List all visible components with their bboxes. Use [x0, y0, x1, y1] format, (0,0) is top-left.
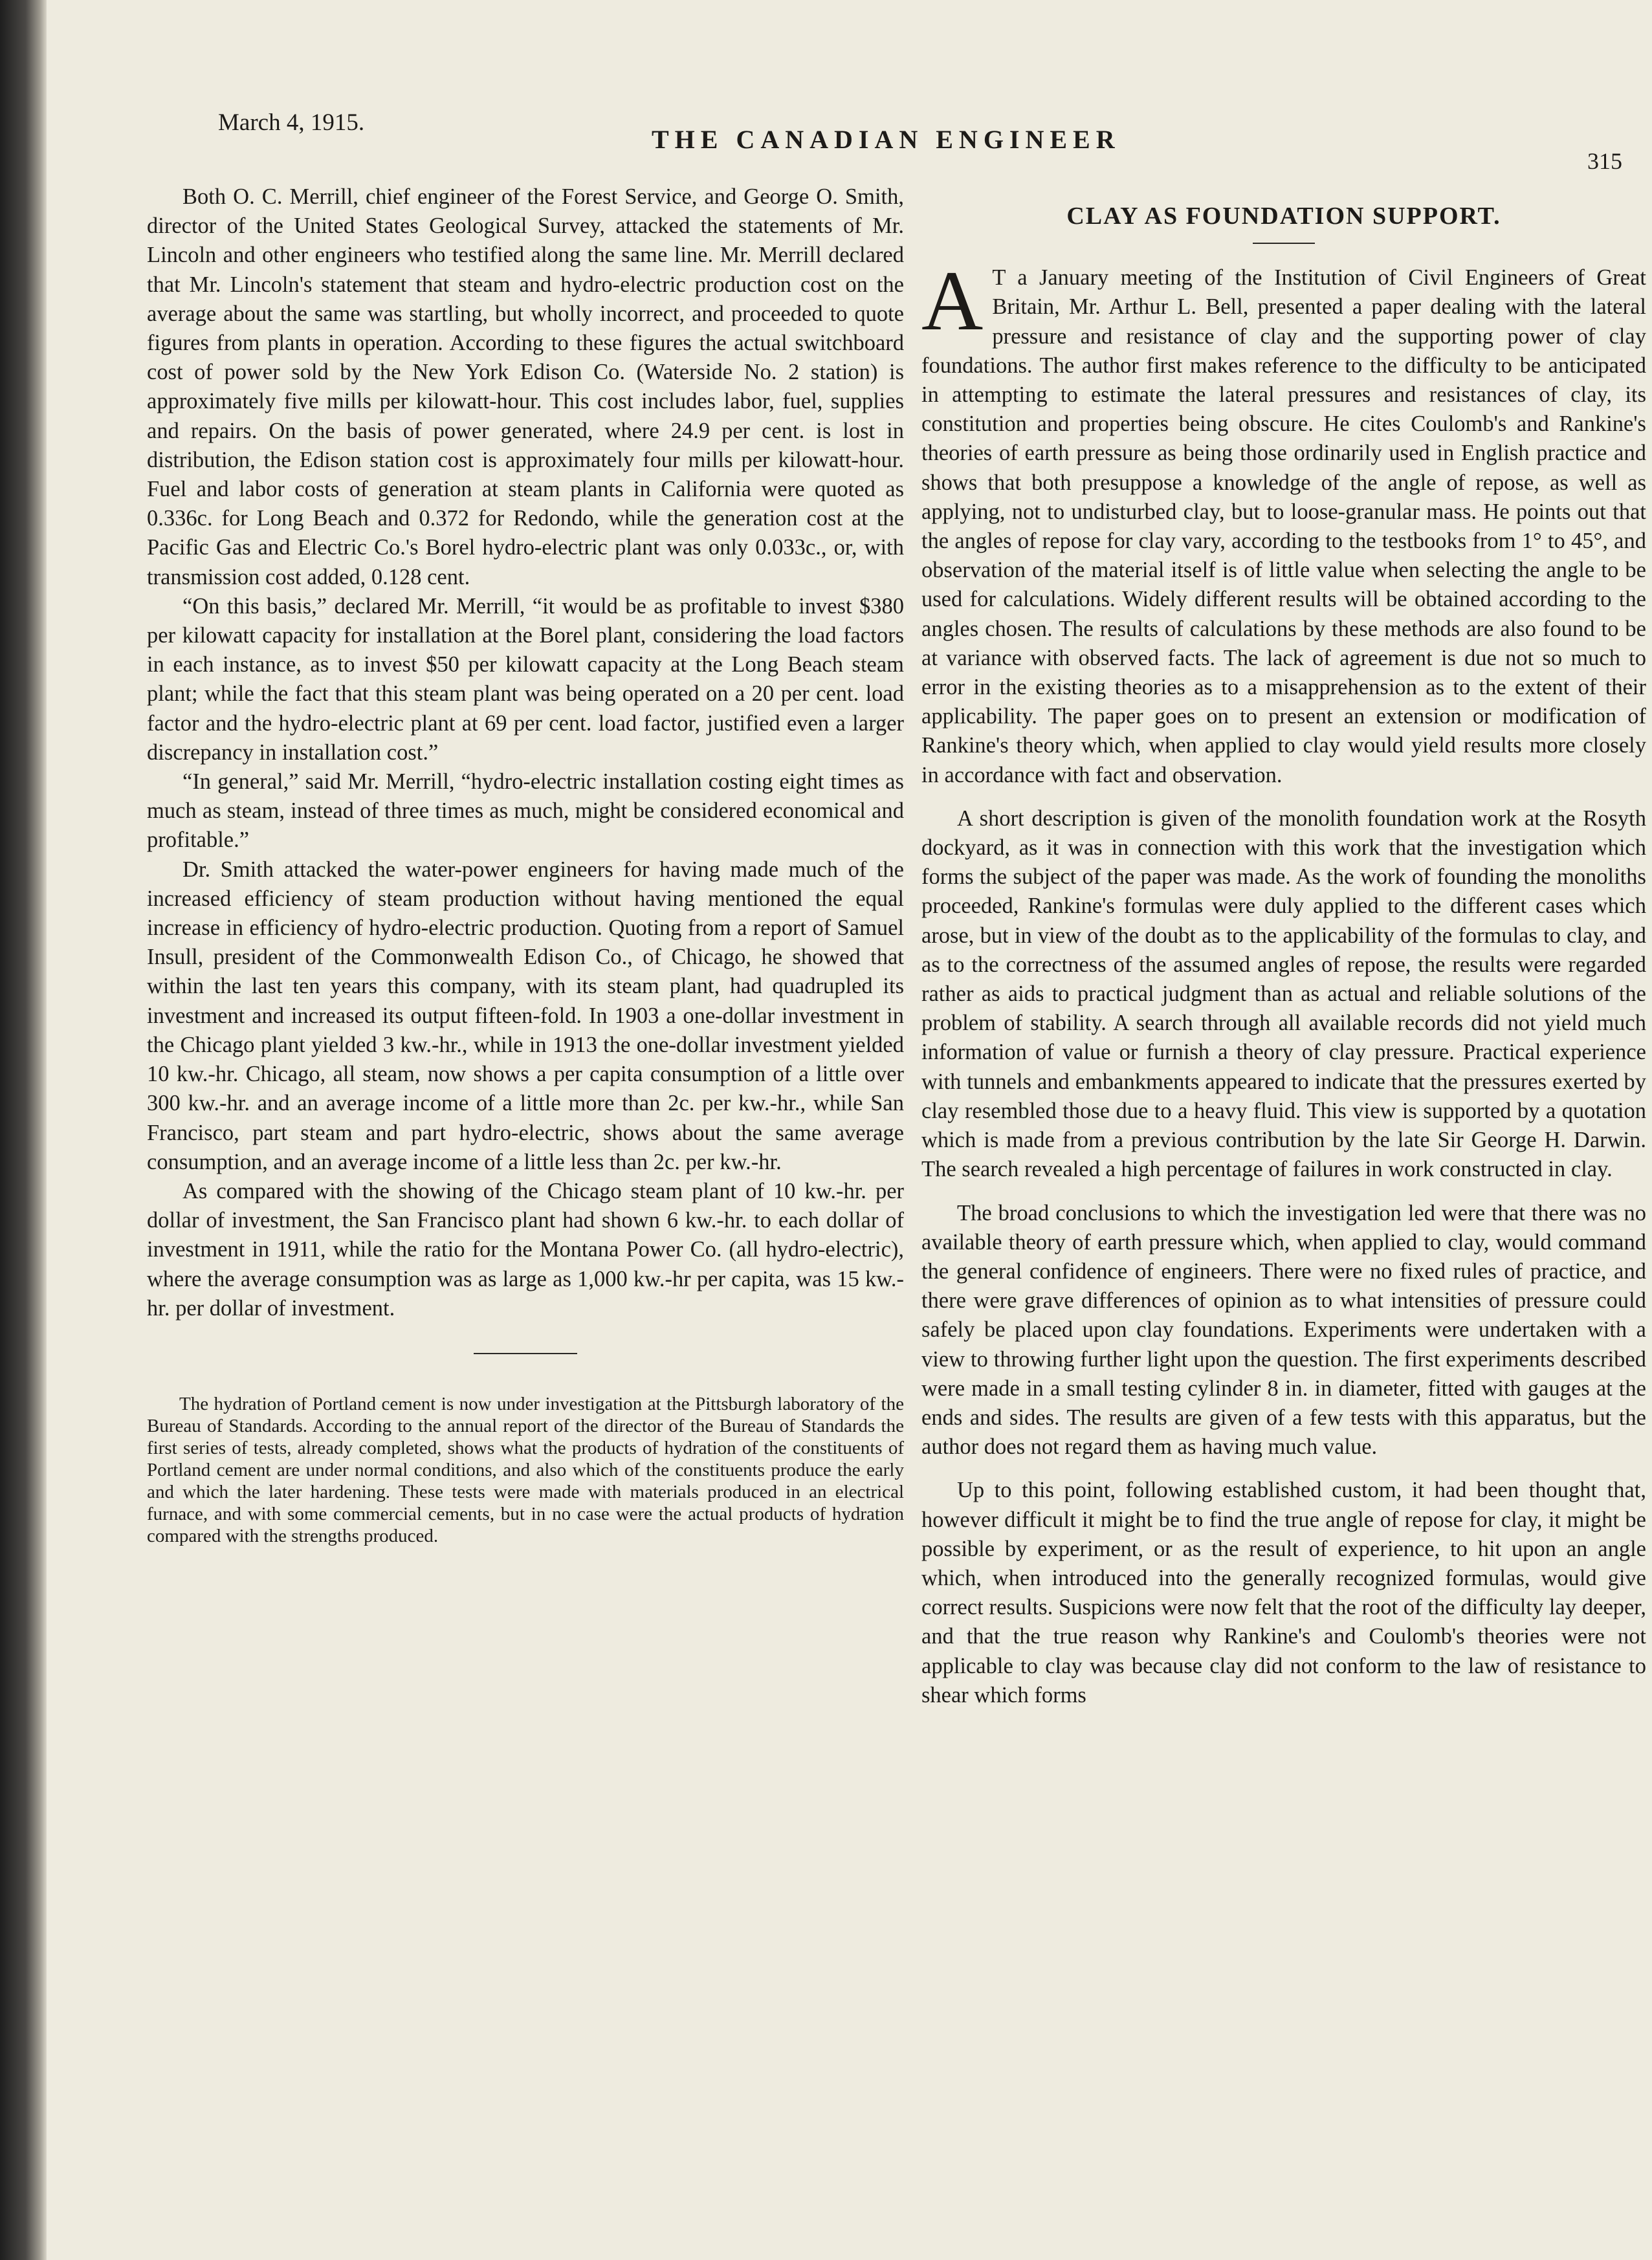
lead-paragraph: [921, 253, 1646, 790]
paragraph: The broad conclusions to which the investigation led were that there was no available theory of earth pressure which, when applied to clay, would command the general confidence of engineers. There were no fixed rules of practice, and there were grave differences of opinion as to what intensities of pressure could safely be placed upon clay foundations. Experiments were undertaken with a view to throwing further light upon the question. The first experiments described were made in a small testing cylinder 8 in. in diameter, fitted with gauges at the ends and sides. The results are given of a few tests with this apparatus, but the author does not regard them as having much value.: [921, 1200, 1646, 1460]
page-number: 315: [1587, 148, 1622, 174]
cement-hydration-note: [147, 1393, 904, 1547]
lead-paragraph-text: T a January meeting of the Institution of Civil Engineers of Great Britain, Mr. Arthur L. Bell, presented a paper dealing with the lateral pressure and resistance of clay and the supporting power of clay foundations. The author first makes reference to the difficulty to be anticipated in attempting to estimate the lateral pressures and resistances of clay, its constitution and properties being obscure. He cites Coulomb's and Rankine's theories of earth pressure as being those ordinarily used in English practice and shows that both presuppose a knowledge of the angle of repose, as well as applying, not to undisturbed clay, but to loose-granular mass. He points out that the angles of repose for clay vary, according to the testbooks from 1° to 45°, and observation of the material itself is of little value when selecting the angle to be used for calculations. Widely different results will be obtained according to the angles chosen. The results of calculations by these methods are also found to be at variance with observed facts. The lack of agreement is due not so much to error in the existing theories as to a misapprehension as to the extent of their applicability. The paper goes on to present an extension or modification of Rankine's theory which, when applied to clay would yield results more closely in accordance with fact and observation.: [921, 265, 1646, 787]
paragraph-gap: [921, 790, 1646, 804]
paragraph: Both O. C. Merrill, chief engineer of the Forest Service, and George O. Smith, director of the United States Geological Survey, attacked the statements of Mr. Lincoln and other engineers who testified along the same line. Mr. Merrill declared that Mr. Lincoln's statement that steam and hydro-electric production cost on the average about the same was startling, but wholly incorrect, and proceeded to quote figures from plants in operation. According to these figures the actual switchboard cost of power sold by the New York Edison Co. (Waterside No. 2 station) is approximately five mills per kilowatt-hour. This cost includes labor, fuel, supplies and repairs. On the basis of power generated, where 24.9 per cent. is lost in distribution, the Edison station cost is approximately four mills per kilowatt-hour. Fuel and labor costs of generation at steam plants in California were quoted as 0.336c. for Long Beach and 0.372 for Redondo, while the generation cost at the Pacific Gas and Electric Co.'s Borel hydro-electric plant was only 0.033c., or, with transmission cost added, 0.128 cent.: [147, 184, 904, 589]
paragraph: Dr. Smith attacked the water-power engineers for having made much of the increased efficiency of steam production without having mentioned the equal increase in efficiency of hydro-electric production. Quoting from a report of Samuel Insull, president of the Commonwealth Edison Co., of Chicago, he showed that within the last ten years this company, with its steam plant, had quadrupled its investment and increased its output fifteen-fold. In 1903 a one-dollar investment in the Chicago plant yielded 3 kw.-hr., while in 1913 the one-dollar investment yielded 10 kw.-hr. Chicago, all steam, now shows a per capita consumption of a little over 300 kw.-hr. and an average income of a little more than 2c. per kw.-hr., while San Francisco, part steam and part hydro-electric, shows about the same average consumption, and an average income of a little less than 2c. per kw.-hr.: [147, 857, 904, 1174]
journal-title: THE CANADIAN ENGINEER: [652, 125, 1121, 154]
paragraph: “In general,” said Mr. Merrill, “hydro-electric installation costing eight times as much as steam, instead of three times as much, might be considered economical and profitable.”: [147, 769, 904, 853]
section-divider: [474, 1353, 577, 1354]
paragraph: Up to this point, following established custom, it had been thought that, however difficult it might be to find the true angle of repose for clay, it might be possible by experiment, or as the result of experience, to hit upon an angle which, when introduced into the generally recognized formulas, would give correct results. Suspicions were now felt that the root of the difficulty lay deeper, and that the true reason why Rankine's and Coulomb's theories were not applicable to clay was because clay did not conform to the law of resistance to shear which forms: [921, 1478, 1646, 1707]
paragraph-gap: [921, 1185, 1646, 1199]
title-rule: [1253, 243, 1315, 244]
article-title: CLAY AS FOUNDATION SUPPORT.: [1066, 203, 1501, 230]
paragraph-gap: [921, 1462, 1646, 1476]
issue-date: March 4, 1915.: [218, 109, 365, 136]
note-paragraph: The hydration of Portland cement is now under investigation at the Pittsburgh laboratory of the Bureau of Standards. According to the annual report of the director of the Bureau of Standards the first series of tests, already completed, shows what the products of hydration of the constituents of Portland cement are under normal conditions, and also which of the constituents produce the early and which the later hardening. These tests were made with materials produced in an electrical furnace, and with some commercial cements, but in no case were the actual products of hydration compared with the strengths produced.: [147, 1393, 904, 1546]
right-column: [921, 182, 1646, 1710]
paragraph: As compared with the showing of the Chicago steam plant of 10 kw.-hr. per dollar of investment, the San Francisco plant had shown 6 kw.-hr. to each dollar of investment in 1911, while the ratio for the Montana Power Co. (all hydro-electric), where the average consumption was as large as 1,000 kw.-hr per capita, was 15 kw.-hr. per dollar of investment.: [147, 1178, 904, 1321]
book-gutter-shadow: [0, 0, 47, 2260]
running-head: [218, 104, 1622, 174]
paragraph: A short description is given of the monolith foundation work at the Rosyth dockyard, as it was in connection with this work that the investigation which forms the subject of the paper was made. As the work of founding the monoliths proceeded, Rankine's formulas were duly applied to the different cases which arose, but in view of the doubt as to the applicability of the formulas to clay, and as to the correctness of the assumed angles of repose, the results were regarded rather as aids to practical judgment than as actual and reliable solutions of the problem of stability. A search through all available records did not yield much information of value or furnish a theory of clay pressure. Practical experience with tunnels and embankments appeared to indicate that the pressures exerted by clay resembled those due to a heavy fluid. This view is supported by a quotation which is made from a previous contribution by the late Sir George H. Darwin. The search revealed a high percentage of failures in work constructed in clay.: [921, 806, 1646, 1182]
left-column: [147, 182, 904, 1547]
drop-cap: A: [921, 253, 984, 349]
paragraph: “On this basis,” declared Mr. Merrill, “it would be as profitable to invest $380 per kilowatt capacity for installation at the Borel plant, considering the load factors in each instance, as to invest $50 per kilowatt capacity at the Long Beach steam plant; while the fact that this steam plant was being operated on a 20 per cent. load factor and the hydro-electric plant at 69 per cent. load factor, justified even a larger discrepancy in installation cost.”: [147, 593, 904, 765]
journal-page: [47, 0, 1652, 2260]
